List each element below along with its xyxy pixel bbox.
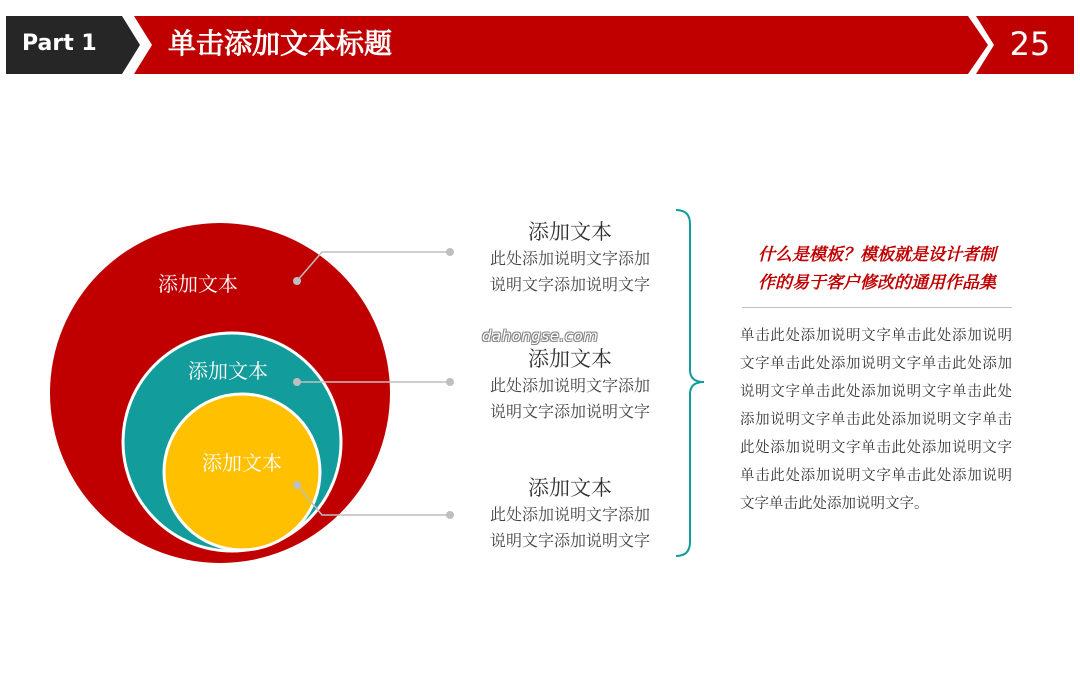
connector-dot-end-3 — [446, 511, 454, 519]
item-description-line[interactable]: 说明文字添加说明文字 — [489, 531, 650, 550]
curly-brace — [676, 210, 704, 556]
item-description-line[interactable]: 说明文字添加说明文字 — [489, 275, 650, 294]
callout-line: 作的易于客户修改的通用作品集 — [758, 273, 996, 293]
body-paragraph[interactable]: 单击此处添加说明文字单击此处添加说明文字单击此处添加说明文字单击此处添加说明文字单击此处添加说明文字单击此处添加说明文字单击此处添加说明文字单击此处添加说明文字单击此处添加说明文字单击此处添加说明文字单击此处添加说明文字单击此处添加说明文字。 — [740, 328, 1012, 512]
page-title[interactable]: 单击添加文本标题 — [168, 27, 393, 60]
item-description-line[interactable]: 此处添加说明文字添加 — [489, 249, 650, 268]
connector-dot-start-2 — [293, 378, 301, 386]
connector-dot-start-1 — [293, 277, 301, 285]
middle-circle-label[interactable]: 添加文本 — [188, 359, 268, 383]
item-3 — [460, 474, 680, 554]
connector-dot-end-1 — [446, 248, 454, 256]
connector-dot-start-3 — [293, 481, 301, 489]
connector-dot-end-2 — [446, 378, 454, 386]
page-number: 25 — [1009, 25, 1051, 63]
item-description-line[interactable]: 说明文字添加说明文字 — [489, 402, 650, 421]
outer-circle-label[interactable]: 添加文本 — [158, 272, 238, 296]
item-title[interactable]: 添加文本 — [528, 347, 612, 371]
callout-divider — [742, 307, 1012, 308]
item-description-line[interactable]: 此处添加说明文字添加 — [489, 505, 650, 524]
item-description-line[interactable]: 此处添加说明文字添加 — [489, 376, 650, 395]
watermark-text: dahongse.com — [482, 327, 599, 345]
part-label: Part 1 — [22, 31, 97, 56]
item-2 — [460, 345, 680, 425]
callout-text[interactable] — [742, 241, 1012, 297]
inner-circle-label[interactable]: 添加文本 — [202, 451, 282, 475]
item-title[interactable]: 添加文本 — [528, 220, 612, 244]
callout-line: 什么是模板？模板就是设计者制 — [758, 245, 996, 265]
item-title[interactable]: 添加文本 — [528, 476, 612, 500]
item-1 — [460, 218, 680, 298]
